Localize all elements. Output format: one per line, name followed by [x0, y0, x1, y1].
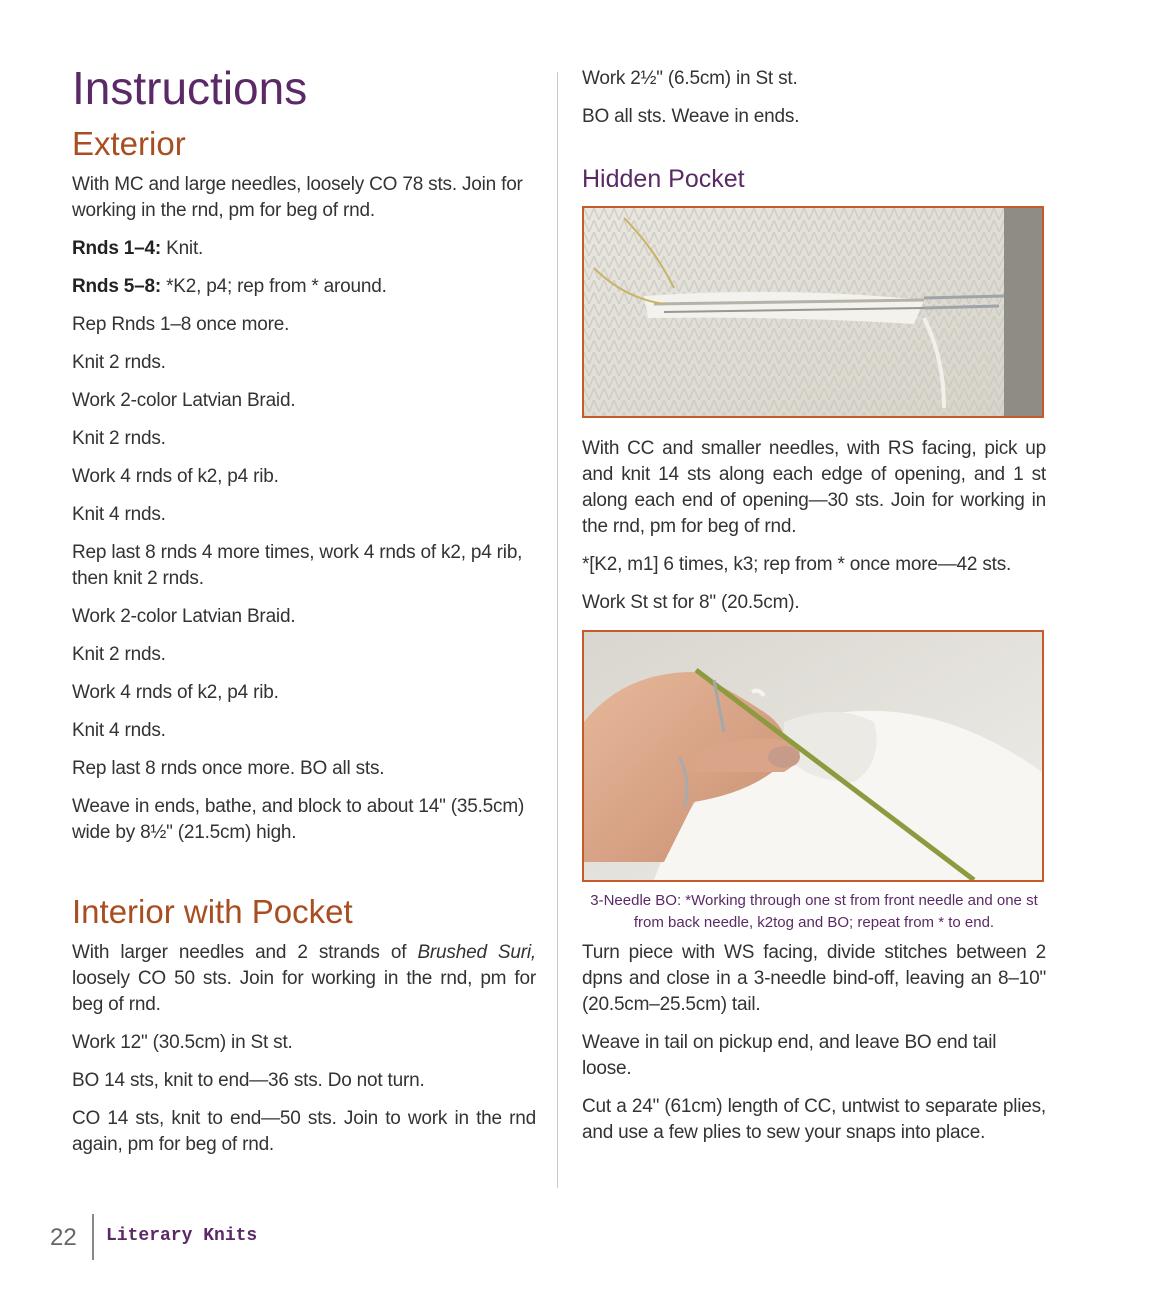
- exterior-step: Weave in ends, bathe, and block to about 14" (35.5cm) wide by 8½" (21.5cm) high.: [72, 796, 525, 843]
- exterior-step: Rep Rnds 1–8 once more.: [72, 314, 290, 335]
- exterior-step: Knit 2 rnds.: [72, 644, 166, 665]
- exterior-step: Work 4 rnds of k2, p4 rib.: [72, 466, 279, 487]
- pocket-pickup-photo: [582, 206, 1044, 418]
- left-column: [72, 60, 536, 1170]
- exterior-step: Work 4 rnds of k2, p4 rib.: [72, 682, 279, 703]
- rounds-1-4-label: Rnds 1–4:: [72, 238, 162, 259]
- interior-heading: Interior with Pocket: [72, 893, 353, 930]
- column-divider: [557, 72, 558, 1188]
- yarn-name: Brushed Suri,: [417, 942, 536, 963]
- exterior-step: Rep last 8 rnds 4 more times, work 4 rnds of k2, p4 rib, then knit 2 rnds.: [72, 542, 523, 589]
- rounds-1-4-text: Knit.: [161, 238, 204, 259]
- interior-step: BO 14 sts, knit to end—36 sts. Do not turn.: [72, 1070, 425, 1091]
- interior-continued-1: Work 2½" (6.5cm) in St st.: [582, 68, 798, 89]
- book-title: Literary Knits: [106, 1226, 258, 1246]
- exterior-step: Work 2-color Latvian Braid.: [72, 606, 296, 627]
- page-number: 22: [50, 1224, 77, 1251]
- photo-caption: 3-Needle BO: *Working through one st from front needle and one st from back needle, k2tog and BO; repeat from * to end.: [590, 892, 1038, 931]
- rounds-5-8: [72, 274, 536, 300]
- exterior-step: Rep last 8 rnds once more. BO all sts.: [72, 758, 385, 779]
- right-column: [582, 66, 1046, 1158]
- footer-divider: [92, 1214, 94, 1260]
- finishing-step-1: Turn piece with WS facing, divide stitches between 2 dpns and close in a 3-needle bind-off, leaving an 8–10" (20.5cm–25.5cm) tail.: [582, 942, 1046, 1015]
- exterior-step: Knit 4 rnds.: [72, 720, 166, 741]
- three-needle-bo-photo: [582, 630, 1044, 882]
- exterior-step: Work 2-color Latvian Braid.: [72, 390, 296, 411]
- exterior-step: Knit 2 rnds.: [72, 428, 166, 449]
- interior-intro-a: With larger needles and 2 strands of: [72, 942, 418, 963]
- interior-step: Work 12" (30.5cm) in St st.: [72, 1032, 293, 1053]
- exterior-intro: With MC and large needles, loosely CO 78 sts. Join for working in the rnd, pm for beg of rnd.: [72, 174, 523, 221]
- interior-continued-2: BO all sts. Weave in ends.: [582, 106, 800, 127]
- hidden-pocket-work: Work St st for 8" (20.5cm).: [582, 592, 800, 613]
- interior-step: CO 14 sts, knit to end—50 sts. Join to work in the rnd again, pm for beg of rnd.: [72, 1108, 536, 1155]
- hidden-pocket-pickup: With CC and smaller needles, with RS facing, pick up and knit 14 sts along each edge of opening, and 1 st along each end of opening—30 sts. Join for working in the rnd, pm for beg of rnd.: [582, 438, 1046, 537]
- page-title: Instructions: [72, 62, 308, 114]
- hidden-pocket-heading: Hidden Pocket: [582, 165, 745, 193]
- interior-intro: [72, 940, 536, 1018]
- hidden-pocket-increase: *[K2, m1] 6 times, k3; rep from * once more—42 sts.: [582, 554, 1012, 575]
- exterior-step: Knit 4 rnds.: [72, 504, 166, 525]
- rounds-5-8-text: *K2, p4; rep from * around.: [161, 276, 387, 297]
- interior-intro-b: loosely CO 50 sts. Join for working in the rnd, pm for beg of rnd.: [72, 968, 536, 1015]
- exterior-step: Knit 2 rnds.: [72, 352, 166, 373]
- rounds-1-4: [72, 236, 536, 262]
- exterior-heading: Exterior: [72, 125, 186, 162]
- finishing-step-3: Cut a 24" (61cm) length of CC, untwist to separate plies, and use a few plies to sew your snaps into place.: [582, 1096, 1046, 1143]
- rounds-5-8-label: Rnds 5–8:: [72, 276, 162, 297]
- finishing-step-2: Weave in tail on pickup end, and leave BO end tail loose.: [582, 1032, 997, 1079]
